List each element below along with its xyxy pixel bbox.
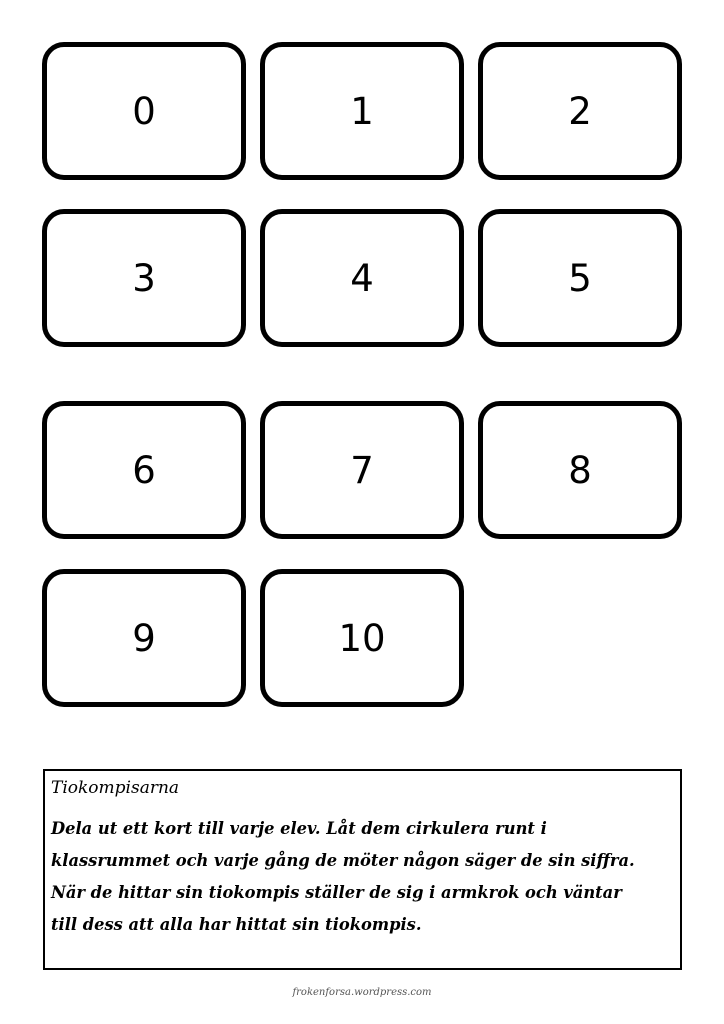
instructions-text (51, 813, 672, 941)
number-card-7 (260, 401, 464, 539)
number-card-1 (260, 42, 464, 180)
card-number: 0 (132, 89, 156, 133)
number-card-9 (42, 569, 246, 707)
card-number: 5 (568, 256, 592, 300)
card-number: 6 (132, 448, 156, 492)
card-number: 8 (568, 448, 592, 492)
number-card-2 (478, 42, 682, 180)
instructions-line: klassrummet och varje gång de möter någon säger de sin siffra. (51, 851, 635, 870)
card-number: 1 (350, 89, 374, 133)
instructions-box (43, 769, 682, 970)
instructions-title: Tiokompisarna (51, 778, 180, 798)
footer-credit: frokenforsa.wordpress.com (292, 987, 432, 998)
instructions-line: till dess att alla har hittat sin tiokompis. (51, 915, 422, 934)
number-card-8 (478, 401, 682, 539)
card-number: 10 (338, 616, 386, 660)
instructions-line: När de hittar sin tiokompis ställer de sig i armkrok och väntar (51, 883, 622, 902)
number-card-5 (478, 209, 682, 347)
card-number: 7 (350, 448, 374, 492)
card-number: 9 (132, 616, 156, 660)
card-number: 4 (350, 256, 374, 300)
instructions-line: Dela ut ett kort till varje elev. Låt dem cirkulera runt i (51, 819, 547, 838)
number-card-0 (42, 42, 246, 180)
number-card-10 (260, 569, 464, 707)
card-number: 2 (568, 89, 592, 133)
number-card-6 (42, 401, 246, 539)
number-card-4 (260, 209, 464, 347)
number-card-3 (42, 209, 246, 347)
card-number: 3 (132, 256, 156, 300)
